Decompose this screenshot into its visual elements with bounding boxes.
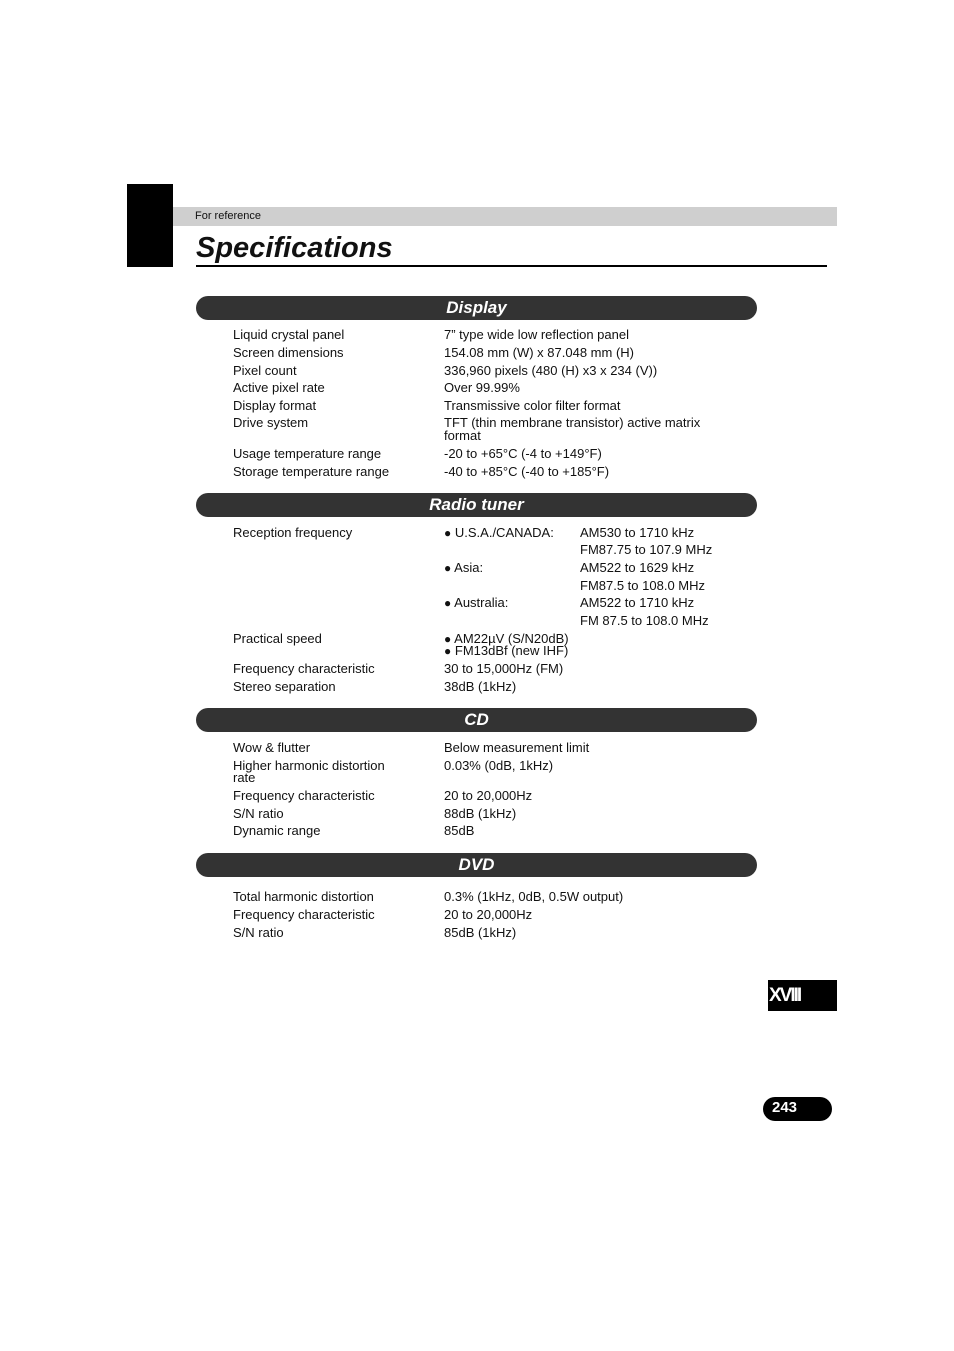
cd-row-label-continued: rate	[233, 770, 256, 785]
region-name	[444, 526, 554, 540]
page-title: Specifications	[196, 232, 393, 264]
practical-speed-am: AM22µV (S/N20dB)	[454, 631, 569, 646]
region-am-range: AM530 to 1710 kHz	[580, 525, 695, 540]
region-fm-range: FM87.5 to 108.0 MHz	[580, 578, 705, 593]
radio-row-label: Frequency characteristic	[233, 661, 375, 676]
radio-section-heading: Radio tuner	[196, 493, 757, 517]
dvd-row-value: 0.3% (1kHz, 0dB, 0.5W output)	[444, 889, 624, 904]
practical-speed-value	[444, 644, 568, 658]
bullet-icon: ●	[444, 526, 452, 540]
display-row-label: Pixel count	[233, 363, 297, 378]
cd-row-label: Dynamic range	[233, 823, 321, 838]
cd-section-heading: CD	[196, 708, 757, 732]
display-row-value: -40 to +85°C (-40 to +185°F)	[444, 464, 610, 479]
cd-row-value: 88dB (1kHz)	[444, 806, 517, 821]
practical-speed-label: Practical speed	[233, 631, 322, 646]
display-row-label: Storage temperature range	[233, 464, 390, 479]
radio-row-label: Stereo separation	[233, 679, 336, 694]
dvd-section-heading: DVD	[196, 853, 757, 877]
display-row-value: 7” type wide low reflection panel	[444, 327, 629, 342]
region-am-range: AM522 to 1629 kHz	[580, 560, 695, 575]
display-row-value: TFT (thin membrane transistor) active matrix	[444, 415, 701, 430]
section-label: For reference	[195, 210, 262, 222]
display-row-value: Over 99.99%	[444, 380, 520, 395]
practical-speed-fm: FM13dBf (new IHF)	[454, 643, 569, 658]
region-name-text: Asia:	[454, 560, 484, 575]
dvd-row-value: 20 to 20,000Hz	[444, 907, 533, 922]
cd-row-value: 85dB	[444, 823, 475, 838]
region-name-text: U.S.A./CANADA:	[454, 525, 554, 540]
display-row-label: Screen dimensions	[233, 345, 344, 360]
dvd-row-label: Frequency characteristic	[233, 907, 375, 922]
dvd-row-label: Total harmonic distortion	[233, 889, 374, 904]
section-header-bar	[173, 207, 837, 226]
display-row-label: Usage temperature range	[233, 446, 382, 461]
cd-row-label: Wow & flutter	[233, 740, 311, 755]
display-row-value: 154.08 mm (W) x 87.048 mm (H)	[444, 345, 634, 360]
chapter-tab: XVIII	[768, 980, 837, 1011]
region-fm-range: FM87.75 to 107.9 MHz	[580, 542, 713, 557]
display-row-value: Transmissive color filter format	[444, 398, 621, 413]
region-name	[444, 596, 508, 610]
radio-row-value: 30 to 15,000Hz (FM)	[444, 661, 564, 676]
bullet-icon: ●	[444, 596, 452, 610]
cd-row-value: 20 to 20,000Hz	[444, 788, 533, 803]
region-name-text: Australia:	[454, 595, 509, 610]
bullet-icon: ●	[444, 644, 452, 658]
title-underline	[196, 265, 827, 267]
reception-frequency-label: Reception frequency	[233, 525, 353, 540]
display-row-label: Active pixel rate	[233, 380, 325, 395]
dvd-row-label: S/N ratio	[233, 925, 284, 940]
bullet-icon: ●	[444, 561, 452, 575]
display-row-label: Drive system	[233, 415, 309, 430]
display-row-value: -20 to +65°C (-4 to +149°F)	[444, 446, 602, 461]
radio-row-value: 38dB (1kHz)	[444, 679, 517, 694]
page-number: 243	[763, 1097, 832, 1121]
region-fm-range: FM 87.5 to 108.0 MHz	[580, 613, 709, 628]
chapter-color-tab	[127, 184, 173, 267]
cd-row-value: 0.03% (0dB, 1kHz)	[444, 758, 554, 773]
display-row-value-continued: format	[444, 428, 481, 443]
cd-row-value: Below measurement limit	[444, 740, 590, 755]
cd-row-label: Frequency characteristic	[233, 788, 375, 803]
display-section-heading: Display	[196, 296, 757, 320]
dvd-row-value: 85dB (1kHz)	[444, 925, 517, 940]
display-row-value: 336,960 pixels (480 (H) x3 x 234 (V))	[444, 363, 658, 378]
display-row-label: Display format	[233, 398, 317, 413]
cd-row-label: S/N ratio	[233, 806, 284, 821]
bullet-icon: ●	[444, 632, 452, 646]
cd-row-label: Higher harmonic distortion	[233, 758, 385, 773]
region-am-range: AM522 to 1710 kHz	[580, 595, 695, 610]
display-row-label: Liquid crystal panel	[233, 327, 345, 342]
region-name	[444, 561, 483, 575]
